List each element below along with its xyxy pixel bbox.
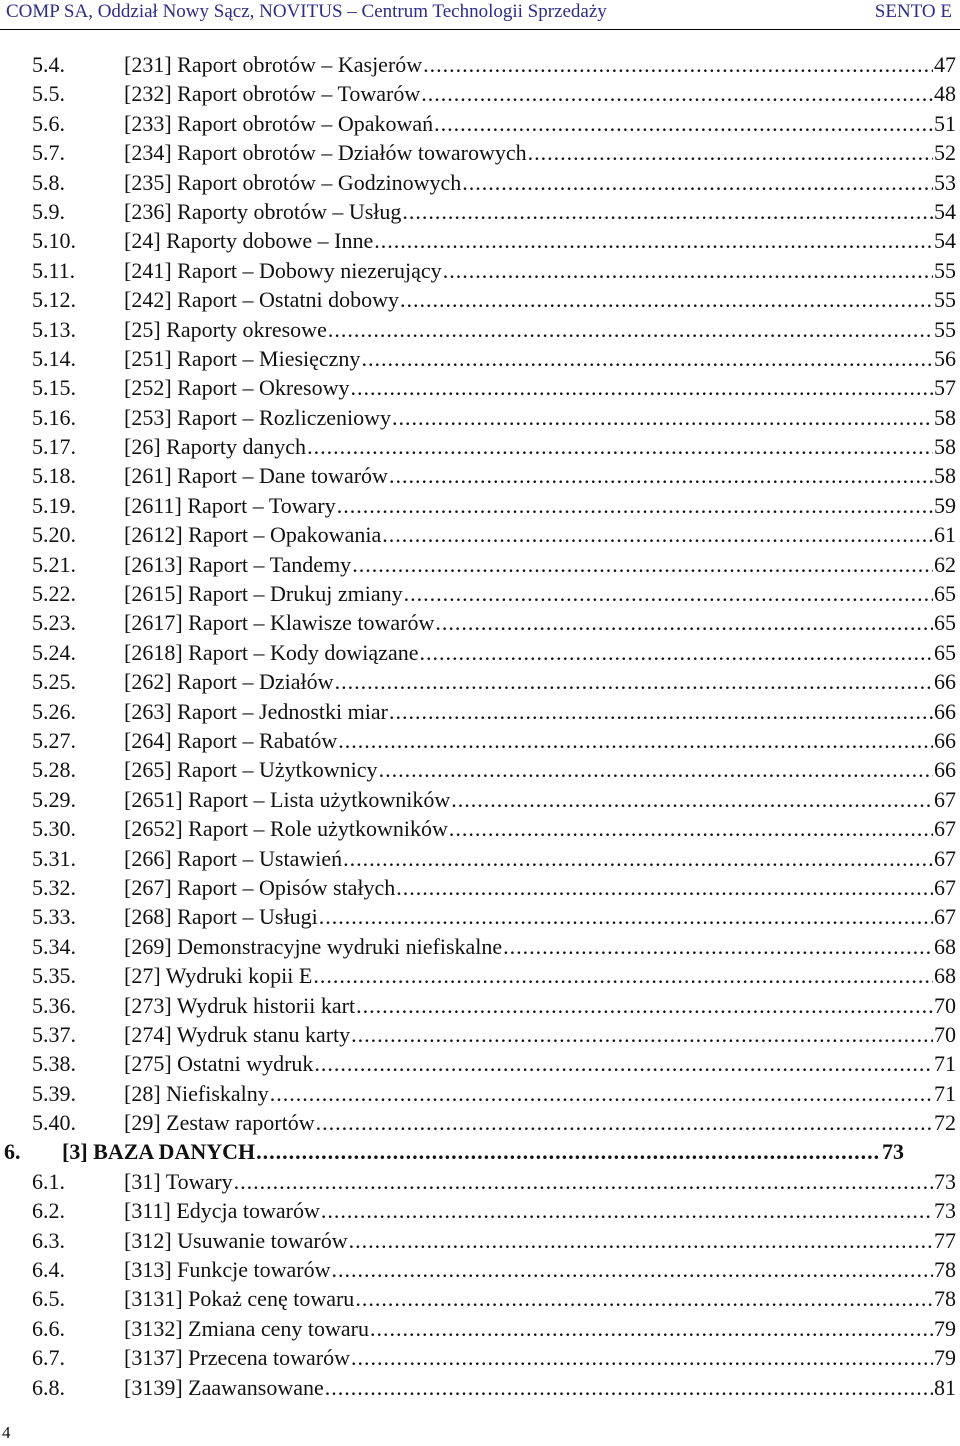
toc-row[interactable] [0,168,960,197]
toc-page-number: 57 [934,375,956,401]
toc-number: 5.12. [32,287,76,313]
header-company: COMP SA, Oddział Nowy Sącz, NOVITUS – Centrum Technologii Sprzedaży [6,1,607,22]
toc-entry [124,932,956,961]
toc-title: [263] Raport – Jednostki miar [124,698,388,724]
toc-page-number: 68 [934,933,956,959]
toc-row[interactable] [0,550,960,579]
toc-dot-leader [374,226,933,255]
toc-dot-leader [382,520,933,549]
toc-dot-leader [392,403,933,432]
toc-row[interactable] [0,638,960,667]
toc-page-number: 66 [934,727,956,753]
toc-row[interactable] [0,961,960,990]
toc-entry [124,1284,956,1313]
toc-title: [261] Raport – Dane towarów [124,463,388,489]
toc-page-number: 52 [934,140,956,166]
toc-entry [124,1108,956,1137]
toc-row[interactable] [0,1167,960,1196]
toc-page-number: 65 [934,610,956,636]
toc-title: [31] Towary [124,1168,233,1194]
toc-page-number: 59 [934,492,956,518]
toc-number: 6.6. [32,1315,65,1341]
toc-number: 5.25. [32,669,76,695]
toc-dot-leader [419,638,933,667]
toc-page-number: 73 [934,1168,956,1194]
toc-number: 5.10. [32,228,76,254]
toc-entry [124,1196,956,1225]
toc-page-number: 78 [934,1257,956,1283]
toc-dot-leader [379,755,933,784]
toc-page-number: 81 [934,1374,956,1400]
toc-entry [124,79,956,108]
toc-row[interactable] [0,79,960,108]
toc-number: 5.16. [32,404,76,430]
toc-number: 5.33. [32,904,76,930]
toc-row[interactable] [0,697,960,726]
toc-page-number: 55 [934,316,956,342]
toc-dot-leader [351,1020,933,1049]
toc-title: [265] Raport – Użytkownicy [124,757,378,783]
toc-dot-leader [314,1049,933,1078]
toc-dot-leader [343,844,933,873]
toc-number: 5.32. [32,874,76,900]
toc-row[interactable] [0,726,960,755]
toc-dot-leader [356,991,933,1020]
toc-row[interactable] [0,109,960,138]
toc-page-number: 70 [934,992,956,1018]
toc-row[interactable] [0,1226,960,1255]
toc-entry [124,638,956,667]
toc-title: [2617] Raport – Klawisze towarów [124,610,435,636]
toc-number: 5.26. [32,698,76,724]
toc-title: [269] Demonstracyjne wydruki niefiskalne [124,933,503,959]
toc-entry [124,226,956,255]
toc-number: 6.5. [32,1286,65,1312]
toc-entry [124,344,956,373]
toc-number: 5.27. [32,727,76,753]
toc-number: 5.34. [32,933,76,959]
toc-row[interactable] [0,579,960,608]
toc-dot-leader [337,491,933,520]
toc-number: 5.8. [32,169,65,195]
toc-row[interactable] [0,1314,960,1343]
toc-title: [251] Raport – Miesięczny [124,345,361,371]
toc-entry [124,1226,956,1255]
toc-page-number: 58 [934,404,956,430]
toc-entry [124,461,956,490]
toc-entry [124,697,956,726]
toc-page-number: 73 [934,1198,956,1224]
toc-dot-leader [402,197,933,226]
toc-dot-leader [319,902,933,931]
toc-title: [3132] Zmiana ceny towaru [124,1315,369,1341]
toc-row[interactable] [0,814,960,843]
toc-row[interactable] [0,991,960,1020]
toc-number: 5.17. [32,434,76,460]
toc-title: [2651] Raport – Lista użytkowników [124,786,451,812]
toc-row[interactable] [0,138,960,167]
toc-dot-leader [350,373,933,402]
table-of-contents [0,50,960,1402]
toc-chapter-row[interactable] [0,1137,960,1166]
toc-row[interactable] [0,1020,960,1049]
toc-row[interactable] [0,520,960,549]
toc-dot-leader [389,461,933,490]
toc-page-number: 72 [934,1110,956,1136]
toc-entry [62,1137,904,1166]
toc-entry [124,491,956,520]
toc-title: [233] Raport obrotów – Opakowań [124,110,434,136]
toc-title: [234] Raport obrotów – Działów towarowych [124,140,527,166]
toc-title: [236] Raporty obrotów – Usług [124,198,402,224]
toc-entry [124,256,956,285]
toc-dot-leader [423,50,933,79]
toc-page-number: 79 [934,1315,956,1341]
toc-dot-leader [435,608,933,637]
toc-dot-leader [332,1255,933,1284]
toc-number: 6.7. [32,1345,65,1371]
toc-page-number: 48 [934,81,956,107]
toc-row[interactable] [0,226,960,255]
toc-page-number: 70 [934,1021,956,1047]
page-number: 4 [2,1423,11,1442]
toc-dot-leader [528,138,933,167]
toc-number: 5.6. [32,110,65,136]
toc-dot-leader [313,961,933,990]
toc-dot-leader [270,1079,933,1108]
toc-page-number: 66 [934,698,956,724]
toc-title: [3131] Pokaż cenę towaru [124,1286,355,1312]
toc-row[interactable] [0,785,960,814]
toc-title: [3137] Przecena towarów [124,1345,351,1371]
toc-entry [124,1079,956,1108]
toc-title: [2652] Raport – Role użytkowników [124,816,448,842]
toc-number: 5.15. [32,375,76,401]
toc-entry [124,755,956,784]
toc-page-number: 53 [934,169,956,195]
toc-title: [313] Funkcje towarów [124,1257,331,1283]
toc-title: [273] Wydruk historii kart [124,992,356,1018]
toc-number: 5.5. [32,81,65,107]
toc-title: [268] Raport – Usługi [124,904,318,930]
toc-page-number: 67 [934,816,956,842]
toc-row[interactable] [0,1196,960,1225]
toc-title: [2612] Raport – Opakowania [124,522,382,548]
toc-title: [24] Raporty dobowe – Inne [124,228,374,254]
toc-number: 5.21. [32,551,76,577]
toc-row[interactable] [0,755,960,784]
toc-row[interactable] [0,1079,960,1108]
toc-entry [124,1343,956,1372]
toc-row[interactable] [0,285,960,314]
toc-entry [124,726,956,755]
toc-page-number: 62 [934,551,956,577]
toc-number: 5.40. [32,1110,76,1136]
toc-dot-leader [503,932,933,961]
toc-row[interactable] [0,461,960,490]
toc-entry [124,550,956,579]
toc-dot-leader [434,109,933,138]
toc-entry [124,1314,956,1343]
toc-title: [27] Wydruki kopii E [124,963,313,989]
toc-title: [2615] Raport – Drukuj zmiany [124,581,403,607]
toc-title: [2611] Raport – Towary [124,492,336,518]
toc-number: 6.4. [32,1257,65,1283]
toc-row[interactable] [0,902,960,931]
toc-dot-leader [396,873,933,902]
toc-number: 5.30. [32,816,76,842]
toc-title: [275] Ostatni wydruk [124,1051,314,1077]
toc-title: [2613] Raport – Tandemy [124,551,352,577]
toc-entry [124,50,956,79]
toc-dot-leader [443,256,933,285]
toc-row[interactable] [0,256,960,285]
toc-entry [124,1373,956,1402]
toc-entry [124,315,956,344]
toc-row[interactable] [0,844,960,873]
toc-page-number: 65 [934,639,956,665]
toc-number: 5.24. [32,639,76,665]
toc-entry [124,1020,956,1049]
toc-title: [3139] Zaawansowane [124,1374,324,1400]
toc-entry [124,1049,956,1078]
toc-page-number: 65 [934,581,956,607]
toc-row[interactable] [0,1255,960,1284]
toc-entry [124,785,956,814]
toc-row[interactable] [0,491,960,520]
toc-page-number: 67 [934,845,956,871]
toc-entry [124,961,956,990]
toc-dot-leader [307,432,933,461]
toc-entry [124,109,956,138]
toc-dot-leader [389,697,933,726]
toc-number: 5.39. [32,1080,76,1106]
toc-title: [262] Raport – Działów [124,669,334,695]
toc-entry [124,373,956,402]
toc-dot-leader [349,1226,933,1255]
toc-row[interactable] [0,432,960,461]
toc-number: 6.3. [32,1227,65,1253]
toc-page-number: 51 [934,110,956,136]
toc-number: 5.35. [32,963,76,989]
toc-dot-leader [234,1167,933,1196]
toc-title: [311] Edycja towarów [124,1198,320,1224]
toc-row[interactable] [0,1284,960,1313]
toc-title: [25] Raporty okresowe [124,316,327,342]
toc-entry [124,608,956,637]
toc-number: 6.8. [32,1374,65,1400]
toc-entry [124,844,956,873]
toc-page-number: 67 [934,874,956,900]
toc-title: [252] Raport – Okresowy [124,375,350,401]
toc-page-number: 58 [934,463,956,489]
toc-row[interactable] [0,50,960,79]
toc-number: 6.2. [32,1198,65,1224]
toc-number: 5.29. [32,786,76,812]
toc-number: 5.31. [32,845,76,871]
toc-entry [124,991,956,1020]
toc-title: [235] Raport obrotów – Godzinowych [124,169,462,195]
toc-dot-leader [449,814,933,843]
toc-number: 5.22. [32,581,76,607]
toc-row[interactable] [0,667,960,696]
toc-page-number: 47 [934,52,956,77]
toc-row[interactable] [0,315,960,344]
toc-entry [124,814,956,843]
toc-dot-leader [325,1373,933,1402]
toc-number: 5.19. [32,492,76,518]
toc-number: 5.18. [32,463,76,489]
toc-entry [124,138,956,167]
toc-dot-leader [335,667,933,696]
header-product: SENTO E [874,1,952,22]
toc-title: [242] Raport – Ostatni dobowy [124,287,399,313]
toc-entry [124,873,956,902]
toc-dot-leader [462,168,933,197]
toc-page-number: 71 [934,1080,956,1106]
toc-title: [264] Raport – Rabatów [124,727,338,753]
toc-title: [26] Raporty danych [124,434,307,460]
toc-entry [124,579,956,608]
toc-row[interactable] [0,1343,960,1372]
toc-page-number: 54 [934,198,956,224]
toc-title: [2618] Raport – Kody dowiązane [124,639,419,665]
toc-dot-leader [451,785,933,814]
toc-page-number: 67 [934,786,956,812]
toc-page-number: 73 [882,1139,904,1165]
toc-dot-leader [400,285,933,314]
toc-entry [124,432,956,461]
toc-page-number: 66 [934,757,956,783]
toc-page-number: 78 [934,1286,956,1312]
toc-page-number: 68 [934,963,956,989]
toc-dot-leader [352,550,933,579]
toc-page-number: 58 [934,434,956,460]
toc-entry [124,902,956,931]
toc-dot-leader [370,1314,933,1343]
toc-title: [266] Raport – Ustawień [124,845,343,871]
toc-title: [253] Raport – Rozliczeniowy [124,404,391,430]
toc-page-number: 55 [934,257,956,283]
toc-dot-leader [421,79,933,108]
toc-number: 5.11. [32,257,76,283]
toc-row[interactable] [0,873,960,902]
toc-row[interactable] [0,373,960,402]
toc-title: [241] Raport – Dobowy niezerujący [124,257,442,283]
toc-dot-leader [404,579,933,608]
toc-dot-leader [328,315,933,344]
toc-dot-leader [256,1137,881,1166]
toc-row[interactable] [0,1108,960,1137]
toc-entry [124,285,956,314]
toc-number: 6. [4,1139,21,1165]
toc-dot-leader [361,344,933,373]
toc-dot-leader [355,1284,933,1313]
toc-page-number: 56 [934,345,956,371]
toc-number: 5.9. [32,198,65,224]
toc-dot-leader [321,1196,933,1225]
toc-row[interactable] [0,344,960,373]
toc-number: 5.37. [32,1021,76,1047]
toc-page-number: 67 [934,904,956,930]
toc-number: 5.4. [32,52,65,77]
toc-entry [124,1255,956,1284]
toc-row[interactable] [0,1373,960,1402]
toc-page-number: 79 [934,1345,956,1371]
toc-page-number: 77 [934,1227,956,1253]
toc-title: [3] BAZA DANYCH [62,1139,256,1165]
toc-number: 5.28. [32,757,76,783]
toc-number: 6.1. [32,1168,65,1194]
toc-page-number: 55 [934,287,956,313]
toc-page-number: 54 [934,228,956,254]
toc-title: [231] Raport obrotów – Kasjerów [124,52,423,77]
toc-dot-leader [338,726,933,755]
toc-title: [232] Raport obrotów – Towarów [124,81,421,107]
toc-entry [124,520,956,549]
toc-number: 5.38. [32,1051,76,1077]
toc-title: [312] Usuwanie towarów [124,1227,348,1253]
toc-page-number: 71 [934,1051,956,1077]
toc-number: 5.14. [32,345,76,371]
toc-title: [28] Niefiskalny [124,1080,269,1106]
toc-number: 5.7. [32,140,65,166]
toc-page-number: 66 [934,669,956,695]
toc-row[interactable] [0,197,960,226]
toc-number: 5.23. [32,610,76,636]
toc-title: [274] Wydruk stanu karty [124,1021,351,1047]
page-header [0,0,960,30]
toc-number: 5.13. [32,316,76,342]
toc-entry [124,197,956,226]
toc-page-number: 61 [934,522,956,548]
toc-dot-leader [351,1343,933,1372]
toc-number: 5.20. [32,522,76,548]
toc-dot-leader [316,1108,933,1137]
toc-row[interactable] [0,1049,960,1078]
toc-entry [124,168,956,197]
toc-row[interactable] [0,932,960,961]
toc-title: [29] Zestaw raportów [124,1110,315,1136]
toc-entry [124,667,956,696]
toc-entry [124,1167,956,1196]
toc-number: 5.36. [32,992,76,1018]
toc-entry [124,403,956,432]
toc-row[interactable] [0,608,960,637]
toc-row[interactable] [0,403,960,432]
toc-title: [267] Raport – Opisów stałych [124,874,396,900]
